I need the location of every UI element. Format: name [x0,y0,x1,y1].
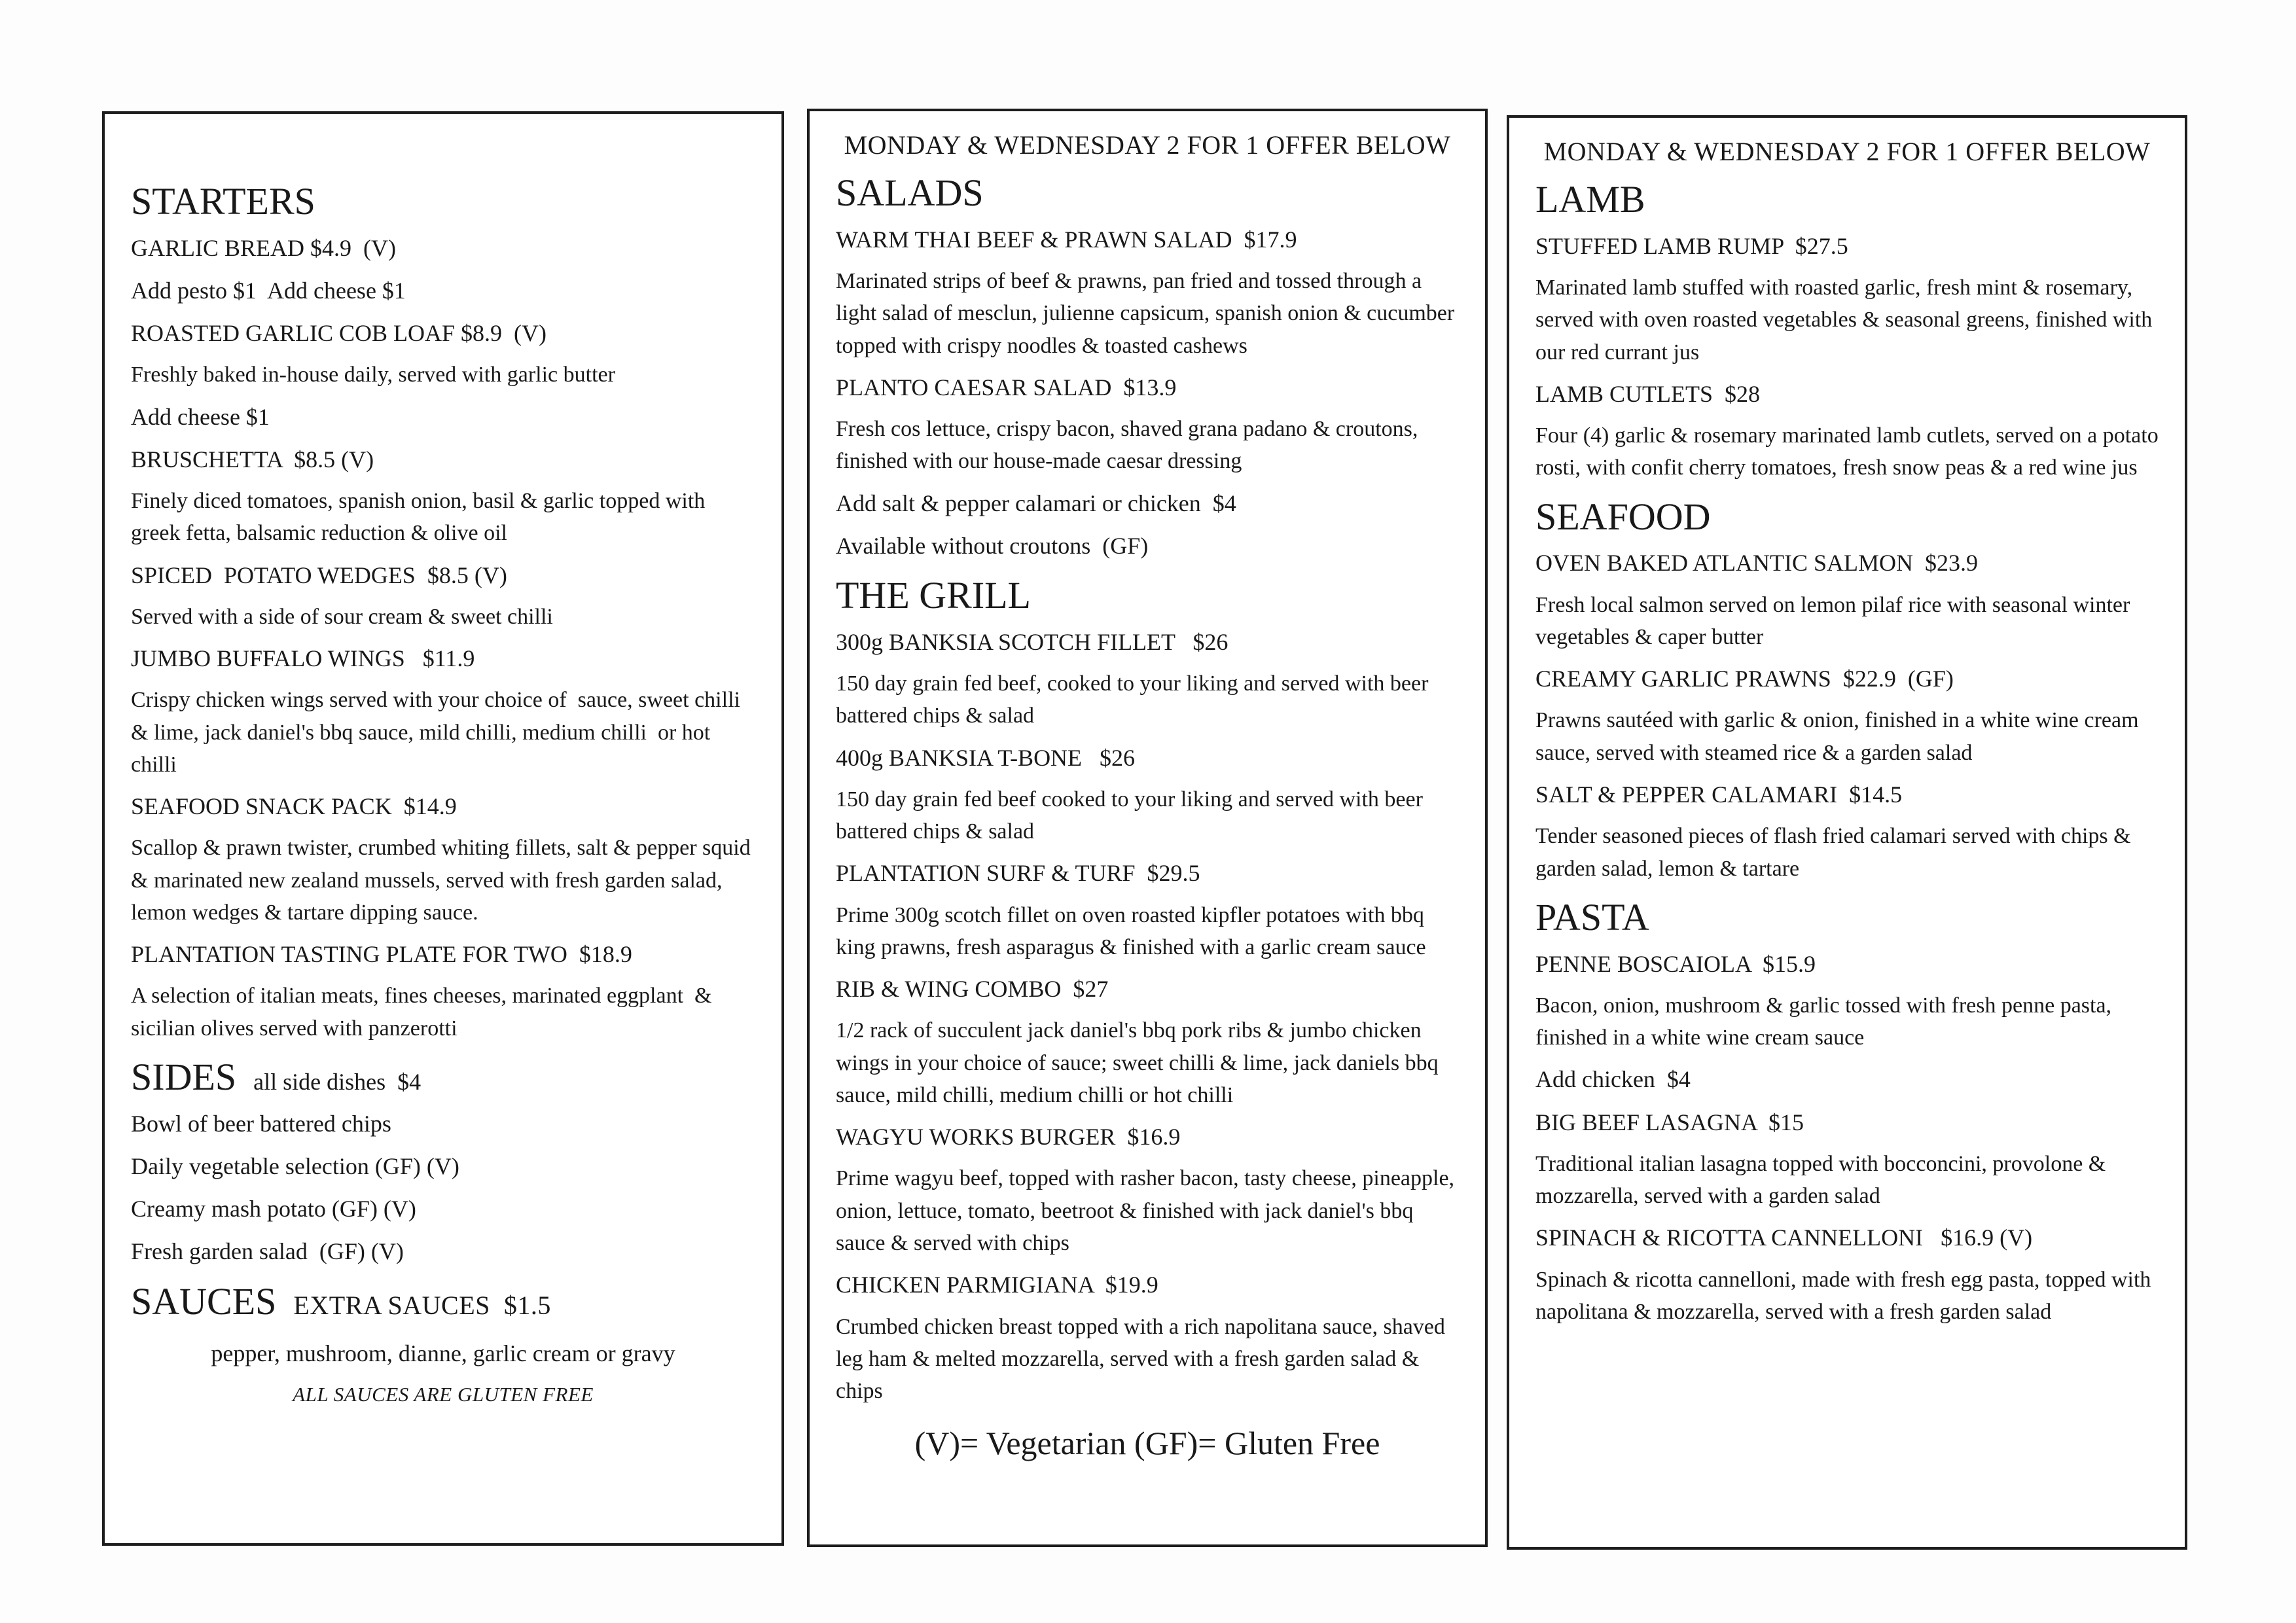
menu-item-description: A selection of italian meats, fines cheeses, marinated eggplant & sicilian olives served with panzerotti [131,984,717,1041]
section-title-text: SIDES [131,1056,237,1099]
section-title-text: SEAFOOD [1535,495,1711,538]
menu-item-description: Scallop & prawn twister, crumbed whiting fillets, salt & pepper squid & marinated new zealand mussels, served with fresh garden salad, lemon wedges & tartare dipping sauce. [131,836,757,925]
menu-item-description: Prawns sautéed with garlic & onion, finished in a white wine cream sauce, served with steamed rice & a garden salad [1535,708,2145,765]
menu-note: Daily vegetable selection (GF) (V) [131,1153,459,1180]
menu-item-description: Tender seasoned pieces of flash fried calamari served with chips & garden salad, lemon & tartare [1535,824,2137,881]
sauce-gluten-note: ALL SAUCES ARE GLUTEN FREE [293,1382,594,1406]
menu-item: SPINACH & RICOTTA CANNELLONI $16.9 (V) [1535,1224,2033,1251]
menu-note: Add salt & pepper calamari or chicken $4 [836,490,1236,516]
sauce-options: pepper, mushroom, dianne, garlic cream or gravy [211,1340,675,1367]
section-suffix: all side dishes $4 [253,1069,422,1096]
menu-item: SALT & PEPPER CALAMARI $14.5 [1535,781,1903,808]
menu-item: GARLIC BREAD $4.9 (V) [131,234,396,261]
menu-note: Fresh garden salad (GF) (V) [131,1238,404,1265]
menu-column-3 [1507,115,2187,1550]
menu-item: JUMBO BUFFALO WINGS $11.9 [131,645,475,672]
menu-note: Available without croutons (GF) [836,532,1149,559]
menu-item-description: Fresh local salmon served on lemon pilaf rice with seasonal winter vegetables & caper butter [1535,592,2136,649]
menu-note: Add pesto $1 Add cheese $1 [131,277,406,304]
menu-item: PLANTATION TASTING PLATE FOR TWO $18.9 [131,941,632,968]
menu-item-description: Marinated strips of beef & prawns, pan fried and tossed through a light salad of mesclun, julienne capsicum, spanish onion & cucumber topped with crispy noodles & toasted cashews [836,268,1460,358]
section-title-salads [836,172,1459,214]
menu-column-2 [807,109,1488,1547]
section-title-text: STARTERS [131,180,315,223]
section-title-sides [131,1056,755,1098]
offer-banner: MONDAY & WEDNESDAY 2 FOR 1 OFFER BELOW [844,130,1451,160]
menu-item-description: Four (4) garlic & rosemary marinated lamb cutlets, served on a potato rosti, with confit cherry tomatoes, fresh snow peas & a red wine jus [1535,423,2164,480]
menu-item-description: Prime 300g scotch fillet on oven roasted kipfler potatoes with bbq king prawns, fresh asparagus & finished with a garlic cream sauce [836,902,1430,959]
menu-item: LAMB CUTLETS $28 [1535,380,1761,407]
menu-item: 300g BANKSIA SCOTCH FILLET $26 [836,628,1229,655]
menu-note: Add chicken $4 [1535,1066,1691,1093]
menu-item: SPICED POTATO WEDGES $8.5 (V) [131,562,507,588]
menu-item: WAGYU WORKS BURGER $16.9 [836,1124,1181,1150]
section-title-lamb [1535,179,2159,221]
offer-banner: MONDAY & WEDNESDAY 2 FOR 1 OFFER BELOW [1543,137,2151,166]
section-title-text: THE GRILL [836,574,1031,617]
menu-item-description: Bacon, onion, mushroom & garlic tossed with fresh penne pasta, finished in a white wine cream sauce [1535,993,2117,1050]
menu-item: CHICKEN PARMIGIANA $19.9 [836,1272,1158,1298]
legend-note: (V)= Vegetarian (GF)= Gluten Free [914,1425,1380,1462]
menu-item: 400g BANKSIA T-BONE $26 [836,744,1136,771]
menu-item-description: Crispy chicken wings served with your choice of sauce, sweet chilli & lime, jack daniel's bbq sauce, mild chilli, medium chilli or hot chilli [131,688,746,777]
section-title-text: SALADS [836,171,984,214]
menu-item: SEAFOOD SNACK PACK $14.9 [131,793,457,820]
menu-item-description: Fresh cos lettuce, crispy bacon, shaved grana padano & croutons, finished with our house-made caesar dressing [836,417,1424,474]
menu-item-description: Served with a side of sour cream & sweet chilli [131,604,553,629]
menu-item: WARM THAI BEEF & PRAWN SALAD $17.9 [836,226,1297,253]
section-title-the-grill [836,575,1459,616]
menu-item-description: Traditional italian lasagna topped with bocconcini, provolone & mozzarella, served with a garden salad [1535,1151,2111,1209]
section-title-text: PASTA [1535,895,1649,938]
menu-item: PENNE BOSCAIOLA $15.9 [1535,950,1816,977]
menu-item: CREAMY GARLIC PRAWNS $22.9 (GF) [1535,666,1954,692]
menu-note: Creamy mash potato (GF) (V) [131,1196,416,1222]
menu-item: STUFFED LAMB RUMP $27.5 [1535,232,1848,259]
menu-item: BIG BEEF LASAGNA $15 [1535,1109,1804,1135]
menu-note: Bowl of beer battered chips [131,1110,391,1137]
menu-item: BRUSCHETTA $8.5 (V) [131,446,374,473]
section-title-text: LAMB [1535,178,1645,221]
section-title-sauces [131,1281,755,1323]
section-title-pasta [1535,897,2159,938]
menu-item: PLANTATION SURF & TURF $29.5 [836,860,1200,887]
menu-item-description: 150 day grain fed beef, cooked to your liking and served with beer battered chips & salad [836,671,1434,728]
menu-item-description: Marinated lamb stuffed with roasted garlic, fresh mint & rosemary, served with oven roasted vegetables & seasonal greens, finished with our red currant jus [1535,275,2158,365]
menu-item: RIB & WING COMBO $27 [836,976,1109,1003]
menu-column-1 [102,111,784,1546]
menu-item-description: Finely diced tomatoes, spanish onion, basil & garlic topped with greek fetta, balsamic reduction & olive oil [131,489,711,546]
menu-item: PLANTO CAESAR SALAD $13.9 [836,374,1177,401]
menu-item-description: 1/2 rack of succulent jack daniel's bbq pork ribs & jumbo chicken wings in your choice of sauce; sweet chilli & lime, jack daniels bbq sauce, mild chilli, medium chilli or hot chilli [836,1018,1444,1107]
section-title-text: SAUCES [131,1279,277,1323]
menu-item-description: Prime wagyu beef, topped with rasher bacon, tasty cheese, pineapple, onion, lettuce, tomato, beetroot & finished with jack daniel's bbq sauce & served with chips [836,1166,1460,1256]
menu-item: OVEN BAKED ATLANTIC SALMON $23.9 [1535,550,1978,577]
menu-item: ROASTED GARLIC COB LOAF $8.9 (V) [131,320,547,347]
menu-item-description: Freshly baked in-house daily, served with garlic butter [131,363,615,387]
section-title-seafood [1535,496,2159,538]
menu-item-description: 150 day grain fed beef cooked to your liking and served with beer battered chips & salad [836,787,1429,844]
menu-item-description: Crumbed chicken breast topped with a rich napolitana sauce, shaved leg ham & melted mozzarella, served with a fresh garden salad & chips [836,1314,1451,1404]
menu-note: Add cheese $1 [131,403,270,430]
section-title-starters [131,181,755,223]
section-suffix: EXTRA SAUCES $1.5 [293,1290,551,1320]
menu-item-description: Spinach & ricotta cannelloni, made with fresh egg pasta, topped with napolitana & mozzarella, served with a fresh garden salad [1535,1267,2157,1324]
